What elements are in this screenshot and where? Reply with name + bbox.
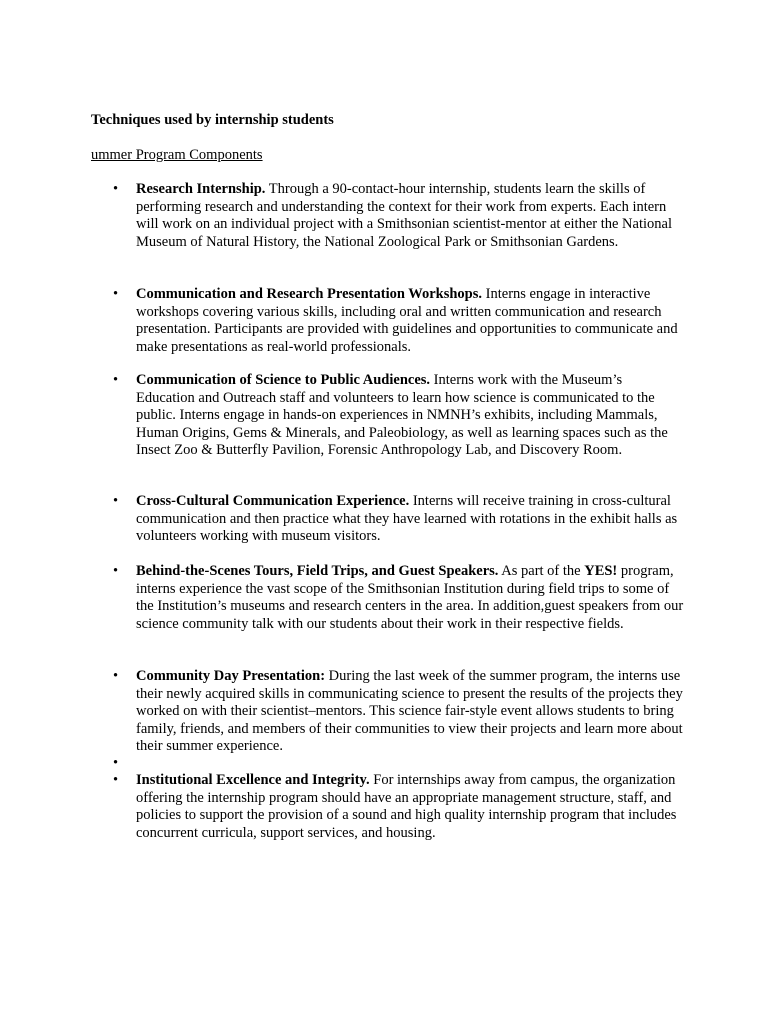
bullet-icon: • [113, 563, 119, 579]
bullet-icon: • [113, 372, 119, 388]
list-item-body: Through a 90-contact-hour internship, students learn the skills of performing research and understanding the context for their work from experts. Each intern will work on an individual project with a Smithsonian scientist-mentor at either the National Museum of Natural History, the National Zoological Park or Smithsonian Gardens. [136, 181, 672, 250]
bullet-icon: • [113, 755, 119, 771]
list-item-body: For internships away from campus, the organization offering the internship program should have an appropriate management structure, staff, and policies to support the provision of a sound and high quality internship program that includes concurrent curricula, support services, and housing. [136, 772, 677, 841]
bullet-icon: • [113, 668, 119, 684]
list-item-body: Interns engage in interactive workshops covering various skills, including oral and written communication and research presentation. Participants are provided with guidelines and opportunities to communicate and make presentations as real-world professionals. [136, 286, 678, 355]
list-item-text [136, 563, 684, 633]
bullet-icon: • [113, 493, 119, 509]
list-item-body: During the last week of the summer program, the interns use their newly acquired skills in communicating science to present the results of the projects they worked on with their scientist–mentors. This science fair-style event allows students to bring family, friends, and members of their communities to view their projects and learn more about their summer experience. [136, 668, 683, 754]
page-title: Techniques used by internship students [91, 112, 334, 128]
list-item-text [136, 668, 684, 756]
list-item-body: As part of the [498, 563, 585, 579]
bullet-icon: • [113, 181, 119, 197]
bullet-icon: • [113, 286, 119, 302]
list-item-heading: Cross-Cultural Communication Experience. [136, 493, 410, 509]
list-item-text [136, 772, 684, 842]
list-item-text [136, 181, 684, 251]
list-item-text [136, 493, 684, 546]
list-item-heading: Behind-the-Scenes Tours, Field Trips, and Guest Speakers. [136, 563, 499, 579]
list-item-heading: Communication of Science to Public Audiences. [136, 372, 431, 388]
list-item-body: Interns will receive training in cross-cultural communication and then practice what they have learned with rotations in the exhibit halls as volunteers working with museum visitors. [136, 493, 678, 544]
bullet-icon: • [113, 772, 119, 788]
list-item-heading: Communication and Research Presentation Workshops. [136, 286, 483, 302]
list-item-heading: Community Day Presentation: [136, 668, 326, 684]
list-item-body: Interns work with the Museum’s Education and Outreach staff and volunteers to learn how science is communicated to the public. Interns engage in hands-on experiences in NMNH’s exhibits, including Mammals, Human Origins, Gems & Minerals, and Paleobiology, as well as learning spaces such as the Insect Zoo & Butterfly Pavilion, Forensic Anthropology Lab, and Discovery Room. [136, 372, 668, 458]
list-item-heading: Institutional Excellence and Integrity. [136, 772, 370, 788]
list-item-heading: Research Internship. [136, 181, 266, 197]
list-item-emphasis: YES! [584, 563, 618, 579]
section-subtitle: ummer Program Components [91, 147, 263, 163]
list-item-body-tail: program, interns experience the vast scope of the Smithsonian Institution during field trips to some of the Institution’s museums and research centers in the area. In addition,guest speakers from our science community talk with our students about their work in their respective fields. [136, 563, 684, 632]
list-item-text [136, 286, 684, 356]
list-item-text [136, 372, 684, 460]
